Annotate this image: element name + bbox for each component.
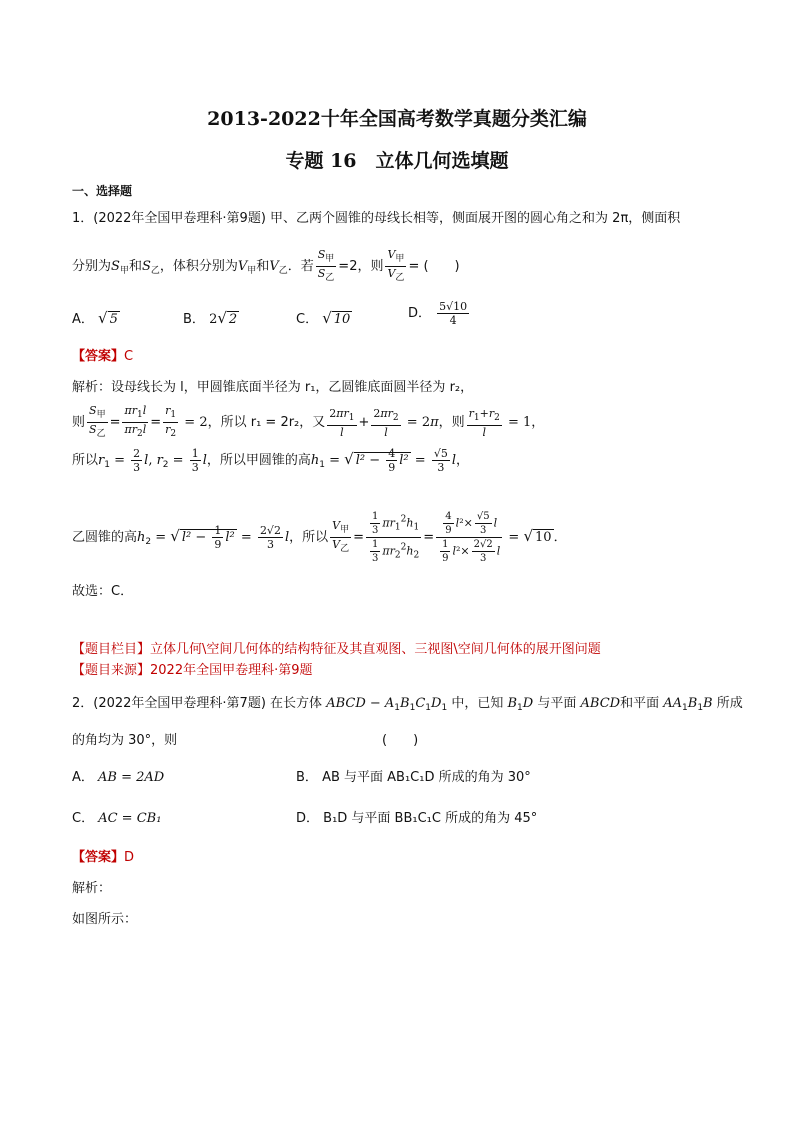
page-title: 2013-2022十年全国高考数学真题分类汇编 (207, 108, 587, 130)
q1-answer: 【答案】C (72, 349, 134, 364)
page-subtitle: 专题 16 立体几何选填题 (285, 150, 509, 172)
q2-stem-line1: 2．(2022年全国甲卷理科·第7题) 在长方体 ABCD − $A_1B_1C_1D_1$ 中，已知 $B_1D$ 与平面 ABCD和平面 $AA_1B_1B$ 所成 (72, 696, 743, 713)
q1-solution-line4: 乙圆锥的高$h_2$ = √ l² − $\frac{1}{9}$ l² = $\frac{2√2}{3}$ l，所以 $\frac{V_甲}{V_乙}$ = $\frac{1}{3}$ $\pi r_1^2h_1$ $\frac{1}{3}$ $\pi r_2^2h_2$ = $\frac{4}{9}$ l²× $\frac{√5}{3}$ l $\frac{1}{9}$ l²× $\frac{2√2}{3}$ l = √ 10 ． (72, 511, 567, 564)
q1-option-d: D． $\frac{5√10}{4}$ (408, 300, 468, 327)
q2-option-c: C． AC = CB₁ (72, 811, 162, 826)
q1-stem-line2: 分别为$S_甲$和$S_乙$，体积分别为$V_甲$和$V_乙$．若 $\frac{S_甲}{S_乙}$ =2，则 $\frac{V_甲}{V_乙}$ = ( ) (72, 248, 460, 283)
section-heading: 一、选择题 (72, 184, 133, 198)
q1-conclusion: 故选：C． (72, 584, 134, 599)
q2-answer-blank: ( ) (382, 733, 419, 748)
q1-option-b: B． 2√ 2 (183, 309, 238, 327)
q1-solution-line1: 解析：设母线长为 l，甲圆锥底面半径为 r₁，乙圆锥底面圆半径为 r₂， (72, 380, 474, 395)
q2-solution-label: 解析： (72, 881, 112, 896)
q2-answer: 【答案】D (72, 850, 135, 865)
q1-solution-line3: 所以$r_1$ = $\frac{2}{3}$ l, $r_2$ = $\frac{1}{3}$ l，所以甲圆锥的高$h_1$ = √ l² − $\frac{4}{9}$ l² = $\frac{√5}{3}$ l， (72, 447, 470, 474)
q1-option-a: A． √ 5 (72, 309, 118, 327)
q1-source: 【题目来源】2022年全国甲卷理科·第9题 (72, 663, 313, 678)
q2-figure-intro: 如图所示： (72, 912, 138, 927)
q2-stem-line2: 的角均为 30°，则 (72, 733, 178, 748)
q2-option-d: D． B₁D 与平面 BB₁C₁C 所成的角为 45° (296, 811, 538, 826)
q2-option-b: B． AB 与平面 AB₁C₁D 所成的角为 30° (296, 770, 531, 785)
q1-solution-line2: 则 $\frac{S_甲}{S_乙}$ = $\frac{\pi r_1l}{\pi r_2l}$ = $\frac{r_1}{r_2}$ = 2，所以 r₁ = 2r₂，又 $\frac{2\pi r_1}{l}$ + $\frac{2\pi r_2}{l}$ = 2π，则 $\frac{r_1+r_2}{l}$ = 1， (72, 404, 545, 439)
q1-stem-line1: 1．(2022年全国甲卷理科·第9题) 甲、乙两个圆锥的母线长相等，侧面展开图的圆心角之和为 2π，侧面积 (72, 211, 681, 226)
q1-option-c: C． √ 10 (296, 309, 351, 327)
q2-option-a: A． AB = 2AD (72, 770, 165, 785)
q1-category: 【题目栏目】立体几何\空间几何体的结构特征及其直观图、三视图\空间几何体的展开图问题 (72, 642, 601, 657)
